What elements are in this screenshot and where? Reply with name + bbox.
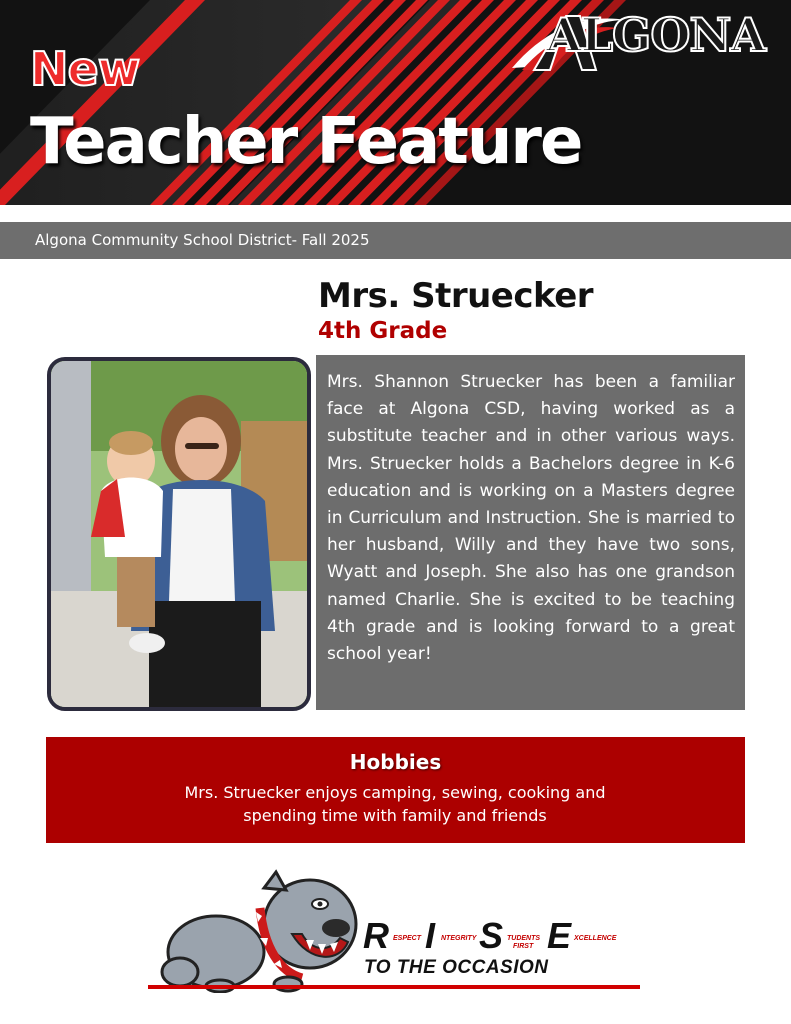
rise-word-respect: ESPECT — [393, 935, 422, 942]
rise-tagline: TO THE OCCASION — [364, 957, 549, 978]
hobbies-text: Mrs. Struecker enjoys camping, sewing, cooking and spending time with family and friends — [184, 783, 606, 825]
rise-underline — [148, 985, 640, 989]
teacher-grade: 4th Grade — [318, 318, 448, 344]
teacher-bio: Mrs. Shannon Struecker has been a familiar face at Algona CSD, having worked as a substitute teacher and in other various ways. Mrs. Struecker holds a Bachelors degree in K-6 education and is working on a Masters degree in Curriculum and Instruction. She is married to her husband, Willy and they have two sons, Wyatt and Joseph. She also has one grandson named Charlie. She is excited to be teaching 4th grade and is looking forward to a great school year! — [327, 372, 735, 665]
algona-logo-text: ALGONA — [546, 8, 766, 62]
rise-letter-i: I — [425, 915, 436, 956]
rise-logo — [363, 915, 638, 956]
hobbies-heading: Hobbies — [349, 750, 442, 774]
teacher-photo — [47, 357, 311, 711]
title-new: New — [30, 42, 140, 96]
subheader-text: Algona Community School District- Fall 2025 — [35, 231, 370, 249]
rise-letter-r: R — [363, 915, 389, 956]
rise-word-excellence: XCELLENCE — [574, 935, 617, 942]
header-banner — [0, 0, 791, 205]
teacher-name: Mrs. Struecker — [318, 276, 594, 316]
rise-letter-e: E — [547, 915, 572, 956]
page-title: Teacher Feature — [30, 105, 582, 179]
teacher-photo-illustration — [51, 361, 307, 707]
rise-letter-s: S — [479, 915, 504, 956]
rise-word-students: TUDENTS — [507, 935, 541, 942]
bulldog-mascot-icon — [160, 868, 360, 993]
rise-word-integrity: NTEGRITY — [441, 935, 477, 942]
rise-word-first: FIRST — [513, 943, 534, 950]
